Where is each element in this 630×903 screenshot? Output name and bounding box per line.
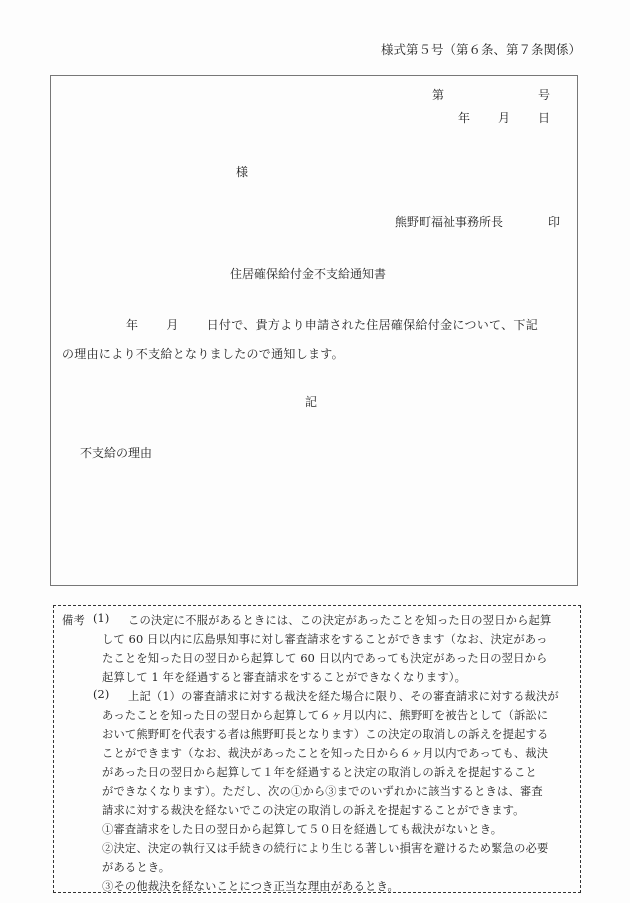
notes-item-2-line: ことができます（なお、裁決があったことを知った日から６ヶ月以内であっても、裁決 — [102, 747, 549, 760]
notes-item-2-line: ③その他裁決を経ないことにつき正当な理由があるとき。 — [102, 880, 399, 893]
notes-item-2-line: があった日の翌日から起算して１年を経過すると決定の取消しの訴えを提起すること — [102, 766, 537, 779]
notes-item-1-label: (1) — [93, 612, 110, 625]
notes-item-1-line: して 60 日以内に広島県知事に対し審査請求をすることができます（なお、決定があっ — [102, 633, 548, 646]
date-day-label: 日 — [537, 111, 550, 125]
ki-heading: 記 — [305, 395, 318, 409]
notes-item-2-line: ②決定、決定の執行又は手続きの続行により生じる著しい損害を避けるため緊急の必要 — [102, 842, 549, 855]
notes-item-1-line: 起算して 1 年を経過すると審査請求をすることができなくなります）。 — [102, 671, 467, 684]
notes-item-2-line: 請求に対する裁決を経ないでこの決定の取消しの訴えを提起することができます。 — [102, 804, 525, 817]
body-year-label: 年 — [126, 318, 139, 332]
notes-item-1-line: この決定に不服があるときには、この決定があったことを知った日の翌日から起算 — [128, 614, 552, 627]
notes-heading: 備考 — [62, 614, 85, 627]
notes-item-2-line: 上記（1）の審査請求に対する裁決を経た場合に限り、その審査請求に対する裁決が — [128, 690, 559, 703]
notes-item-2-line: があるとき。 — [102, 861, 171, 874]
body-text-line-1 — [62, 316, 538, 333]
notes-item-2-line: おいて熊野町を代表する者は熊野町長となります）この決定の取消しの訴えを提起する — [102, 728, 549, 741]
issuer-seal-mark: 印 — [548, 215, 561, 229]
document-number-prefix: 第 — [432, 88, 445, 102]
body-month-label: 月 — [166, 318, 179, 332]
document-number-suffix: 号 — [537, 88, 550, 102]
notes-item-2-label: (2) — [93, 688, 110, 701]
body-text-rest: 日付で、貴方より申請された住居確保給付金について、下記 — [206, 318, 539, 332]
form-number: 様式第５号（第６条、第７条関係） — [380, 42, 581, 57]
recipient-honorific: 様 — [236, 165, 249, 179]
date-month-label: 月 — [498, 111, 511, 125]
notes-item-2-line: ができなくなります）。ただし、次の①から③までのいずれかに該当するときは、審査 — [102, 785, 543, 798]
notes-item-2-line: あったことを知った日の翌日から起算して６ヶ月以内に、熊野町を被告として（訴訟に — [102, 709, 549, 722]
reason-label: 不支給の理由 — [80, 446, 153, 460]
date-year-label: 年 — [458, 111, 471, 125]
document-title: 住居確保給付金不支給通知書 — [230, 267, 387, 281]
issuer-name: 熊野町福祉事務所長 — [395, 215, 504, 229]
notes-item-2-line: ①審査請求をした日の翌日から起算して５０日を経過しても裁決がないとき。 — [102, 823, 503, 836]
body-text-line-2: の理由により不支給となりましたので通知します。 — [62, 347, 344, 361]
notes-item-1-line: たことを知った日の翌日から起算して 60 日以内であっても決定があった日の翌日から — [102, 652, 548, 665]
